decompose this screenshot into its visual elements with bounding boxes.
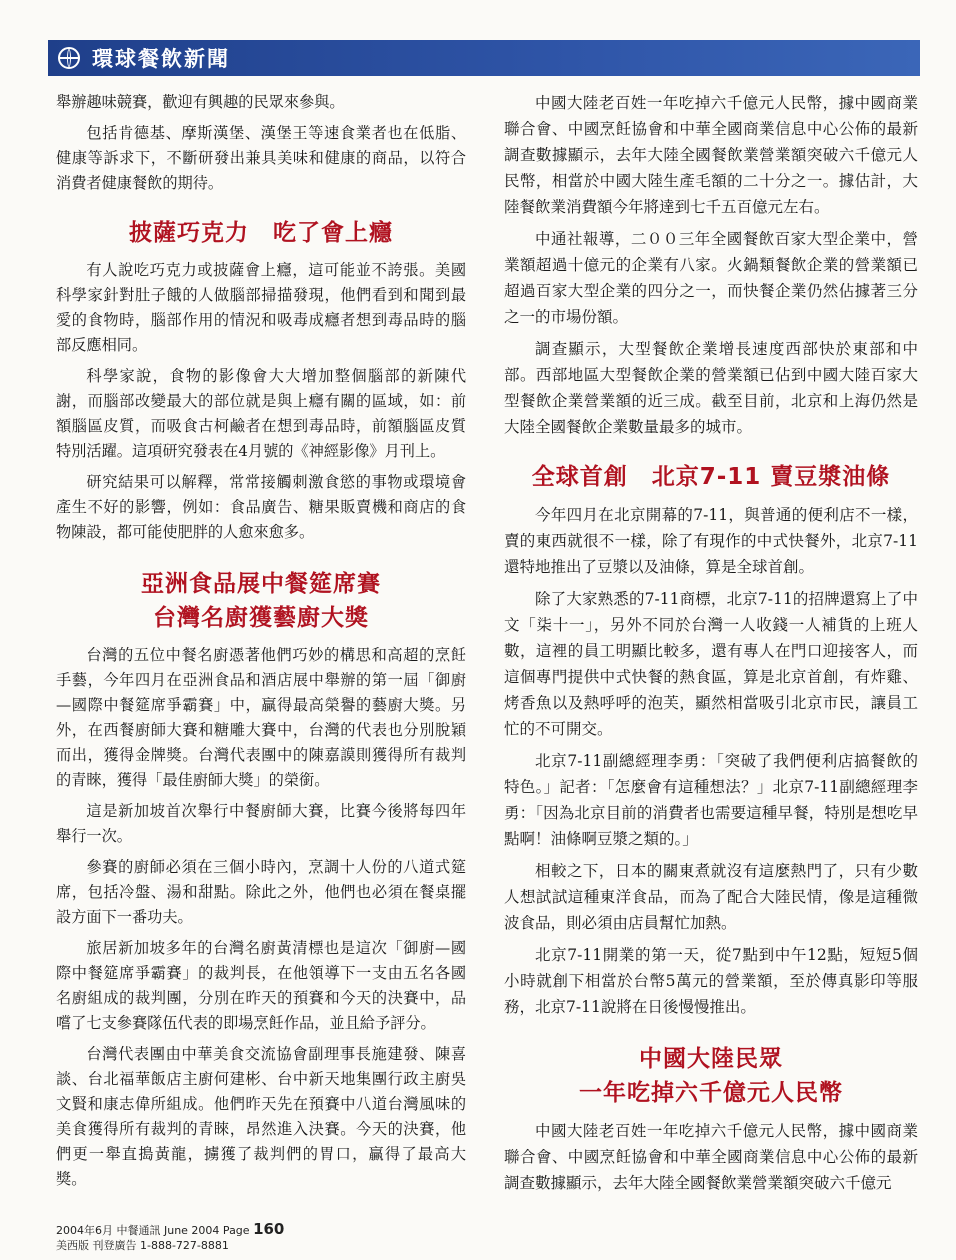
headline-beijing-7-11: 全球首創 北京7-11 賣豆漿油條 [531,464,891,490]
page-footer [56,1222,284,1253]
paragraph: 旅居新加坡多年的台灣名廚黃清標也是這次「御廚—國際中餐筵席爭霸賽」的裁判長，在他領導下一支由五名各國名廚組成的裁判團，分別在昨天的預賽和今天的決賽中，品嚐了七支參賽隊伍代表的即場烹飪作品，並且給予評分。 [56,939,466,1032]
headline-line: 台灣名廚獲藝廚大獎 [153,605,369,631]
page-number: 160 [253,1220,285,1238]
headline-line: 一年吃掉六千億元人民幣 [579,1080,843,1106]
paragraph: 科學家說，食物的影像會大大增加整個腦部的新陳代謝，而腦部改變最大的部位就是與上癮有關的區域，如：前額腦區皮質，而吸食古柯鹼者在想到毒品時，前額腦區皮質特別活躍。這項研究發表在4月號的《神經影像》月刊上。 [56,367,466,460]
footer-issue: 2004年6月 中餐通訊 June 2004 Page [56,1224,250,1237]
headline-china-consumers [504,1042,918,1110]
paragraph: 相較之下，日本的關東煮就沒有這麼熱門了，只有少數人想試試這種東洋食品，而為了配合大陸民情，像是這種微波食品，則必須由店員幫忙加熱。 [504,862,918,932]
paragraph: 中通社報導，二００三年全國餐飲百家大型企業中，營業額超過十億元的企業有八家。火鍋類餐飲企業的營業額已超過百家大型企業的四分之一，而快餐企業仍然佔據著三分之一的市場份額。 [504,230,918,326]
paragraph: 台灣代表團由中華美食交流協會副理事長施建發、陳喜談、台北福華飯店主廚何建彬、台中新天地集團行政主廚吳文賢和康志偉所組成。他們昨天先在預賽中八道台灣風味的美食獲得所有裁判的青睞，昂然進入決賽。今天的決賽，他們更一舉直搗黃龍，擄獲了裁判們的胃口，贏得了最高大獎。 [56,1045,466,1188]
section-header [48,40,920,76]
paragraph: 舉辦趣味競賽，歡迎有興趣的民眾來參與。 [56,93,345,111]
paragraph: 有人說吃巧克力或披薩會上癮，這可能並不誇張。美國科學家針對肚子餓的人做腦部掃描發現，他們看到和聞到最愛的食物時，腦部作用的情況和吸毒成癮者想到毒品時的腦部反應相同。 [56,261,466,354]
headline-line: 亞洲食品展中餐筵席賽 [141,571,381,597]
paragraph: 台灣的五位中餐名廚憑著他們巧妙的構思和高超的烹飪手藝，今年四月在亞洲食品和酒店展中舉辦的第一屆「御廚—國際中餐筵席爭霸賽」中，贏得最高榮譽的藝廚大獎。另外，在西餐廚師大賽和糖雕大賽中，台灣的代表也分別脫穎而出，獲得金牌獎。台灣代表團中的陳嘉謨則獲得所有裁判的青睞，獲得「最佳廚師大獎」的榮銜。 [56,646,466,789]
globe-icon [58,47,80,69]
paragraph: 包括肯德基、摩斯漢堡、漢堡王等速食業者也在低脂、健康等訴求下，不斷研發出兼具美味和健康的商品，以符合消費者健康餐飲的期待。 [56,124,466,192]
paragraph: 北京7-11開業的第一天，從7點到中午12點，短短5個小時就創下相當於台幣5萬元的營業額，至於傳真影印等服務，北京7-11說將在日後慢慢推出。 [504,946,918,1016]
headline-asia-food-expo [56,567,466,635]
paragraph: 北京7-11副總經理李勇：「突破了我們便利店搞餐飲的特色。」記者：「怎麼會有這種想法？」北京7-11副總經理李勇：「因為北京目前的消費者也需要這種早餐，特別是想吃早點啊！油條啊豆漿之類的。」 [504,752,918,848]
paragraph: 中國大陸老百姓一年吃掉六千億元人民幣，據中國商業聯合會、中國烹飪協會和中華全國商業信息中心公佈的最新調查數據顯示，去年大陸全國餐飲業營業額突破六千億元人民幣，相當於中國大陸生產毛額的二十分之一。據估計，大陸餐飲業消費額今年將達到七千五百億元左右。 [504,94,918,216]
paragraph: 研究結果可以解釋，常常接觸刺激食慾的事物或環境會產生不好的影響，例如：食品廣告、糖果販賣機和商店的食物陳設，都可能使肥胖的人愈來愈多。 [56,473,466,541]
paragraph: 今年四月在北京開幕的7-11，與普通的便利店不一樣，賣的東西就很不一樣，除了有現作的中式快餐外，北京7-11還特地推出了豆漿以及油條，算是全球首創。 [504,506,918,576]
section-title: 環球餐飲新聞 [92,47,230,71]
paragraph: 這是新加坡首次舉行中餐廚師大賽，比賽今後將每四年舉行一次。 [56,802,466,845]
footer-ad-line: 美西版 刊登廣告 1-888-727-8881 [56,1239,229,1252]
paragraph: 參賽的廚師必須在三個小時內，烹調十人份的八道式筵席，包括冷盤、湯和甜點。除此之外，他們也必須在餐桌擺設方面下一番功夫。 [56,858,466,926]
paragraph: 中國大陸老百姓一年吃掉六千億元人民幣，據中國商業聯合會、中國烹飪協會和中華全國商業信息中心公佈的最新調查數據顯示，去年大陸全國餐飲業營業額突破六千億元 [504,1122,918,1192]
paragraph: 除了大家熟悉的7-11商標，北京7-11的招牌還寫上了中文「柒十一」，另外不同於台灣一人收錢一人補貨的上班人數，這裡的員工明顯比較多，還有專人在門口迎接客人，而這個專門提供中式快餐的熱食區，算是北京首創，有炸雞、烤香魚以及熱呼呼的泡芙，顯然相當吸引北京市民，讓員工忙的不可開交。 [504,590,918,738]
right-column [504,90,918,1202]
left-column [56,90,466,1198]
paragraph: 調查顯示，大型餐飲企業增長速度西部快於東部和中部。西部地區大型餐飲企業的營業額已佔到中國大陸百家大型餐飲企業營業額的近三成。截至目前，北京和上海仍然是大陸全國餐飲企業數量最多的城市。 [504,340,918,436]
headline-line: 中國大陸民眾 [639,1046,783,1072]
headline-pizza-chocolate: 披薩巧克力 吃了會上癮 [129,220,393,246]
